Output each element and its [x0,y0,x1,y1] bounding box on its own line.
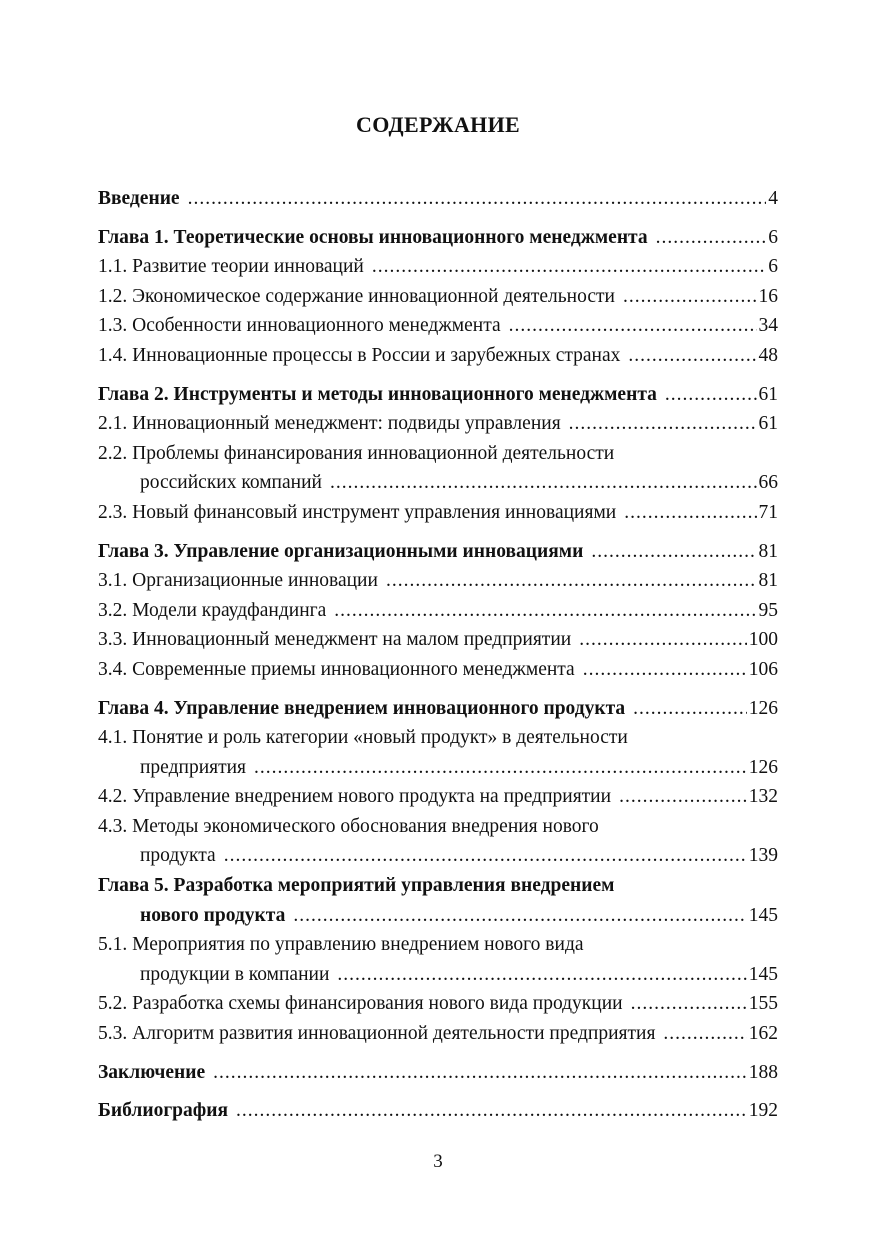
toc-label: Введение [98,188,180,209]
leader-dots [254,753,747,783]
toc-entry-chapter-2 [98,380,778,410]
toc-label: 2.3. Новый финансовый инструмент управления инновациями [98,501,617,523]
leader-dots [623,282,757,312]
toc-entry-chapter-3 [98,537,778,567]
toc-page: 71 [758,501,778,523]
toc-entry-chapter-1 [98,223,778,253]
toc-entry-5-1-line-1 [98,930,778,960]
toc-label: Глава 5. Разработка мероприятий управления внедрением [98,875,615,897]
toc-label: Библиография [98,1100,229,1122]
toc-label: 2.1. Инновационный менеджмент: подвиды управления [98,413,561,435]
toc-entry-5-2 [98,989,778,1019]
toc-page: 126 [748,756,778,778]
leader-dots [224,841,747,871]
toc-label: 3.1. Организационные инновации [98,570,378,592]
toc-page: 139 [748,845,778,867]
toc-entry-3-2 [98,596,778,626]
leader-dots [330,468,757,498]
toc-entry-2-3 [98,498,778,528]
leader-dots [624,498,756,528]
toc-entry-4-2 [98,782,778,812]
toc-page: 34 [758,315,778,337]
toc-page: 16 [758,285,778,307]
leader-dots [188,184,767,214]
toc-label: 5.1. Мероприятия по управлению внедрением нового вида [98,934,584,956]
toc-page: 155 [748,993,778,1015]
page-title: СОДЕРЖАНИЕ [356,112,520,137]
toc-page: 61 [758,413,778,435]
toc-entry-2-2-line-2 [98,468,778,498]
leader-dots [619,782,747,812]
toc-label: нового продукта [140,904,286,926]
toc-label: российских компаний [140,472,322,494]
leader-dots [509,311,757,341]
toc-label: предприятия [140,756,247,778]
leader-dots [663,1019,746,1049]
toc-label: продукта [140,845,216,867]
toc-entry-3-1 [98,566,778,596]
toc-label: 2.2. Проблемы финансирования инновационной деятельности [98,442,615,464]
toc-entry-2-1 [98,409,778,439]
toc-page: 4 [768,188,778,209]
leader-dots [665,380,757,410]
table-of-contents [98,184,778,1126]
toc-entry-bibliography [98,1096,778,1126]
leader-dots [631,989,747,1019]
toc-label: Глава 3. Управление организационными инновациями [98,540,584,562]
toc-label: Глава 2. Инструменты и методы инновационного менеджмента [98,383,657,405]
leader-dots [579,625,747,655]
toc-label: 5.3. Алгоритм развития инновационной деятельности предприятия [98,1023,656,1045]
toc-label: Заключение [98,1061,206,1083]
toc-page: 6 [768,226,778,248]
page-number: 3 [433,1151,443,1172]
toc-page: 81 [758,570,778,592]
leader-dots [372,252,766,282]
toc-label: 3.2. Модели краудфандинга [98,599,327,621]
toc-entry-3-4 [98,655,778,685]
toc-page: 66 [758,472,778,494]
toc-entry-chapter-5-line-1 [98,871,778,901]
leader-dots [337,960,746,990]
toc-page: 132 [748,786,778,808]
leader-dots [236,1096,747,1126]
toc-entry-1-2 [98,282,778,312]
toc-page: 6 [768,256,778,278]
toc-label: 3.4. Современные приемы инновационного менеджмента [98,658,575,680]
toc-page: 126 [748,697,778,719]
toc-entry-5-3 [98,1019,778,1049]
toc-page: 48 [758,344,778,366]
toc-entry-3-3 [98,625,778,655]
toc-page: 106 [748,658,778,680]
toc-label: 4.2. Управление внедрением нового продукта на предприятии [98,786,612,808]
toc-page: 81 [758,540,778,562]
toc-entry-1-3 [98,311,778,341]
leader-dots [213,1058,747,1088]
leader-dots [583,655,747,685]
toc-label: Глава 1. Теоретические основы инновационного менеджмента [98,226,648,248]
toc-label: 1.2. Экономическое содержание инновационной деятельности [98,285,615,307]
toc-entry-5-1-line-2 [98,960,778,990]
toc-page: 145 [748,904,778,926]
leader-dots [293,901,746,931]
toc-page: 162 [748,1023,778,1045]
toc-page: 188 [748,1061,778,1083]
toc-label: 4.1. Понятие и роль категории «новый продукт» в деятельности [98,727,628,749]
toc-page: 145 [748,963,778,985]
toc-label: 3.3. Инновационный менеджмент на малом предприятии [98,629,572,651]
leader-dots [386,566,757,596]
toc-page: 100 [748,629,778,651]
leader-dots [591,537,756,567]
toc-label: 1.3. Особенности инновационного менеджмента [98,315,501,337]
leader-dots [569,409,757,439]
toc-entry-4-1-line-1 [98,723,778,753]
leader-dots [633,694,747,724]
toc-page: 61 [758,383,778,405]
toc-label: 1.1. Развитие теории инноваций [98,256,364,278]
toc-entry-chapter-5-line-2 [98,901,778,931]
toc-entry-4-1-line-2 [98,753,778,783]
leader-dots [656,223,767,253]
leader-dots [628,341,756,371]
toc-entry-intro [98,184,778,214]
toc-label: 4.3. Методы экономического обоснования внедрения нового [98,815,599,837]
toc-entry-2-2-line-1 [98,439,778,469]
toc-page: 192 [748,1100,778,1122]
toc-page: 95 [758,599,778,621]
toc-label: 5.2. Разработка схемы финансирования нового вида продукции [98,993,623,1015]
toc-entry-1-4 [98,341,778,371]
toc-entry-chapter-4 [98,694,778,724]
toc-entry-4-3-line-2 [98,841,778,871]
leader-dots [334,596,756,626]
toc-entry-conclusion [98,1058,778,1088]
toc-label: продукции в компании [140,963,330,985]
toc-entry-1-1 [98,252,778,282]
toc-label: 1.4. Инновационные процессы в России и зарубежных странах [98,344,621,366]
toc-label: Глава 4. Управление внедрением инновационного продукта [98,697,626,719]
toc-entry-4-3-line-1 [98,812,778,842]
